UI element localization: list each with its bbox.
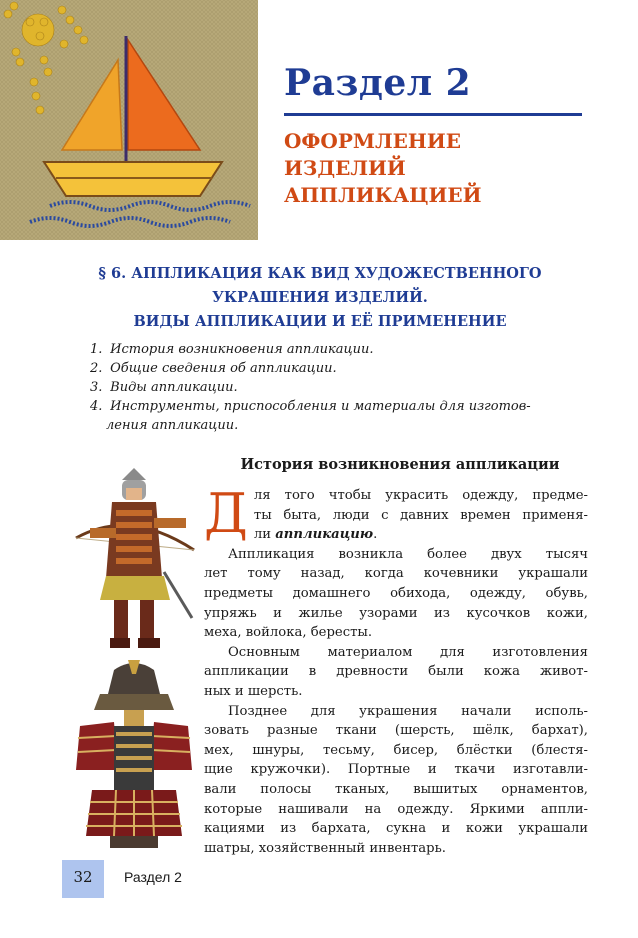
lesson-outline-list: [90, 340, 600, 435]
section-subtitle-line: ОФОРМЛЕНИЕ: [284, 129, 461, 153]
paragraph-heading: [40, 262, 600, 334]
outline-item-number: 4.: [90, 399, 103, 414]
outline-item-number: 3.: [90, 380, 103, 395]
section-subtitle: [284, 128, 604, 209]
paragraph-heading-line: § 6. АППЛИКАЦИЯ КАК ВИД ХУДОЖЕСТВЕННОГО: [98, 265, 542, 282]
paragraph-heading-line: УКРАШЕНИЯ ИЗДЕЛИЙ.: [212, 289, 428, 306]
body-line: [204, 525, 588, 545]
body-line: шатры, хозяйственный инвентарь.: [204, 840, 446, 856]
page-number: 32: [73, 868, 93, 886]
section-subtitle-line: АППЛИКАЦИЕЙ: [284, 183, 482, 207]
body-line: лет тому назад, когда кочевники украшали: [204, 566, 588, 582]
outline-item-number: 2.: [90, 361, 103, 376]
body-line: вали полосы тканых, вышитых орнаментов,: [204, 781, 588, 797]
body-line: которые нашивали на одежду. Яркими аппли-: [204, 801, 588, 817]
body-line-prefix: ли: [253, 527, 276, 543]
body-line: зовать разные ткани (шерсть, шёлк, бархат),: [204, 723, 588, 739]
body-line: щие кружочки). Портные и ткачи изготавли-: [204, 762, 588, 778]
body-line: Позднее для украшения начали исполь-: [228, 703, 588, 719]
body-line: упряжь и жилье узорами из кусочков кожи,: [204, 605, 588, 621]
drop-cap: Д: [204, 482, 248, 545]
body-line: мех, шнуры, тесьму, бисер, блёстки (блестя-: [204, 742, 588, 758]
body-line: меха, войлока, бересты.: [204, 625, 373, 641]
key-term: аппликацию: [275, 527, 374, 543]
outline-item: [90, 397, 600, 435]
warrior-illustration: [70, 468, 200, 654]
body-line-suffix: .: [373, 527, 378, 543]
body-line: предметы домашнего обихода, одежду, обувь,: [204, 585, 588, 601]
body-line: ных и шерсть.: [204, 683, 303, 699]
outline-item: [90, 340, 600, 359]
outline-item-number: 1.: [90, 342, 103, 357]
paragraph-heading-line: ВИДЫ АППЛИКАЦИИ И ЕЁ ПРИМЕНЕНИЕ: [133, 313, 507, 330]
running-footer-label: Раздел 2: [124, 869, 182, 885]
body-paragraphs: [204, 545, 588, 859]
samurai-armor-photo: [70, 660, 198, 850]
body-line: аппликации в древности были кожа живот-: [204, 664, 588, 680]
section-title: Раздел 2: [284, 62, 472, 104]
outline-item-text: Виды аппликации.: [110, 380, 238, 395]
section-title-divider: [284, 113, 582, 116]
subsection-heading: История возникновения аппликации: [240, 456, 560, 473]
sailboat-applique-image: [0, 0, 258, 240]
body-text: [204, 482, 588, 858]
outline-item-text: История возникновения аппликации.: [110, 342, 374, 357]
body-line: кациями из бархата, сукна и кожи украшали: [204, 821, 588, 837]
body-line: ля того чтобы украсить одежду, предме-: [253, 488, 588, 503]
body-line: Аппликация возникла более двух тысяч: [228, 546, 588, 562]
section-subtitle-line: ИЗДЕЛИЙ: [284, 156, 406, 180]
outline-item-text: Общие сведения об аппликации.: [110, 361, 337, 376]
body-line: ты быта, люди с давних времен применя-: [253, 507, 588, 523]
outline-item: [90, 378, 600, 397]
outline-item-text: Инструменты, приспособления и материалы для изготов-: [110, 399, 531, 414]
intro-paragraph: [204, 482, 588, 545]
body-line: Основным материалом для изготовления: [228, 644, 588, 660]
outline-item: [90, 359, 600, 378]
outline-item-continuation: ления аппликации.: [106, 418, 239, 433]
